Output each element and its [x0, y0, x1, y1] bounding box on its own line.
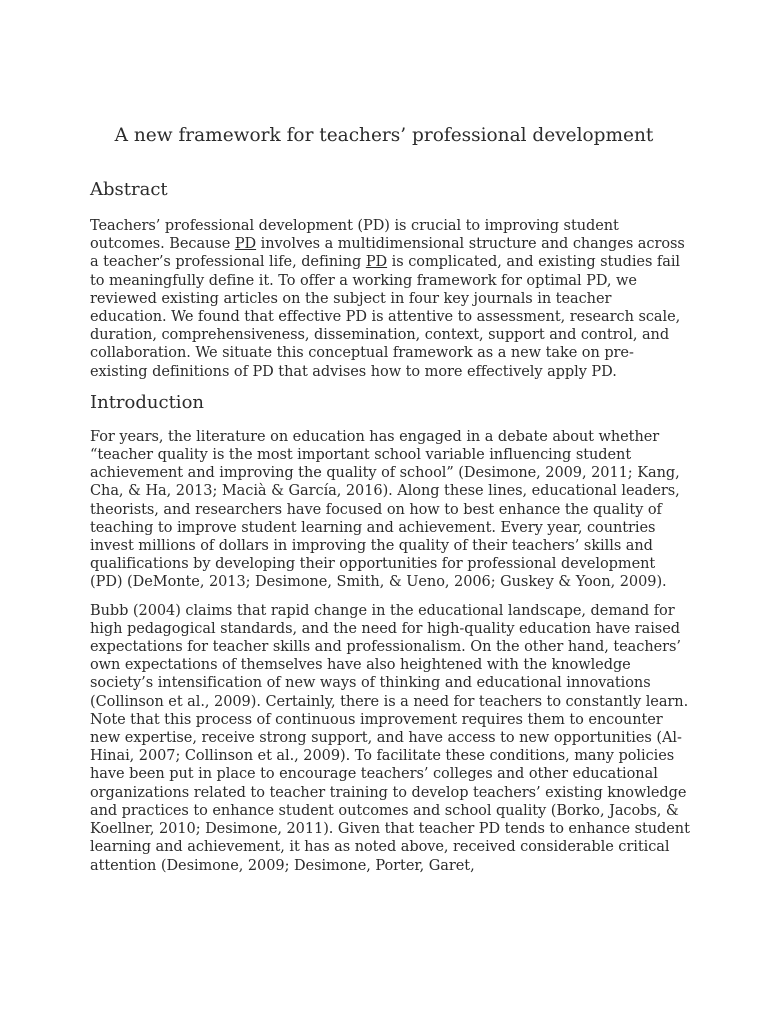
abstract-text-1: Teachers’ professional development (PD) is crucial to improving student outcomes. Because [90, 218, 619, 253]
introduction-heading: Introduction [90, 391, 204, 413]
document-title: A new framework for teachers’ professional development [114, 125, 654, 146]
abstract-paragraph [90, 217, 690, 381]
abstract-pd-underline-2: PD [365, 254, 388, 271]
abstract-text-3: is complicated, and existing studies fail to meaningfully define it. To offer a working framework for optimal PD, we reviewed existing articles on the subject in four key journals in teacher education. We found that effective PD is attentive to assessment, research scale, duration, comprehensiveness, dissemination, context, support and control, and collaboration. We situate this conceptual framework as a new take on pre-existing definitions of PD that advises how to more effectively apply PD. [90, 254, 681, 380]
introduction-paragraph-2: Bubb (2004) claims that rapid change in the educational landscape, demand for high pedagogical standards, and the need for high-quality education have raised expectations for teacher skills and professionalism. On the other hand, teachers’ own expectations of themselves have also heightened with the knowledge society’s intensification of new ways of thinking and educational innovations (Collinson et al., 2009). Certainly, there is a need for teachers to constantly learn. Note that this process of continuous improvement requires them to encounter new expertise, receive strong support, and have access to new opportunities (Al-Hinai, 2007; Collinson et al., 2009). To facilitate these conditions, many policies have been put in place to encourage teachers’ colleges and other educational organizations related to teacher training to develop teachers’ existing knowledge and practices to enhance student outcomes and school quality (Borko, Jacobs, & Koellner, 2010; Desimone, 2011). Given that teacher PD tends to enhance student learning and achievement, it has as noted above, received considerable critical attention (Desimone, 2009; Desimone, Porter, Garet, [90, 602, 690, 874]
document-body [90, 178, 690, 885]
abstract-pd-underline-1: PD [234, 236, 257, 253]
introduction-paragraph-1: For years, the literature on education has engaged in a debate about whether “teacher quality is the most important school variable influencing student achievement and improving the quality of school” (Desimone, 2009, 2011; Kang, Cha, & Ha, 2013; Macià & García, 2016). Along these lines, educational leaders, theorists, and researchers have focused on how to best enhance the quality of teaching to improve student learning and achievement. Every year, countries invest millions of dollars in improving the quality of their teachers’ skills and qualifications by developing their opportunities for professional development (PD) (DeMonte, 2013; Desimone, Smith, & Ueno, 2006; Guskey & Yoon, 2009). [90, 428, 680, 591]
abstract-text-2: involves a multidimensional structure and changes across a teacher’s professional life, defining [90, 236, 685, 271]
abstract-heading: Abstract [90, 179, 168, 200]
